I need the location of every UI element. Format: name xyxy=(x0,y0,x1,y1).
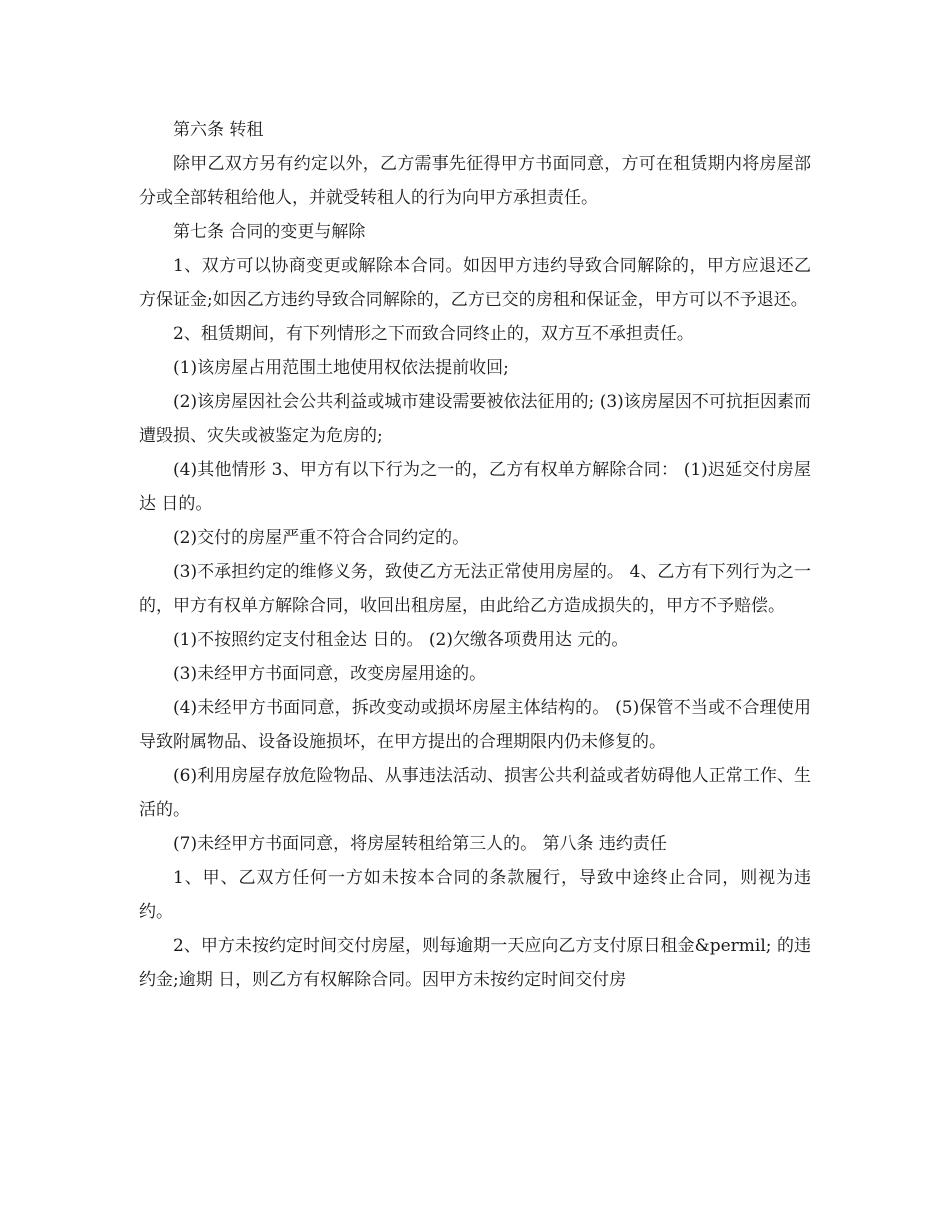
document-body xyxy=(139,113,811,997)
article-6-body: 除甲乙双方另有约定以外，乙方需事先征得甲方书面同意，方可在租赁期内将房屋部分或全部转租给他人，并就受转租人的行为向甲方承担责任。 xyxy=(139,154,811,208)
article-7-clause-2-item-1: (1)该房屋占用范围土地使用权依法提前收回; xyxy=(173,358,509,378)
article-7-clause-4-item-7-article-8-heading: (7)未经甲方书面同意，将房屋转租给第三人的。 第八条 违约责任 xyxy=(173,834,667,854)
article-8-clause-1: 1、甲、乙双方任何一方如未按本合同的条款履行，导致中途终止合同，则视为违约。 xyxy=(139,868,811,922)
article-7-clause-4-items-1-2: (1)不按照约定支付租金达 日的。 (2)欠缴各项费用达 元的。 xyxy=(173,630,629,650)
article-7-clause-3-item-2: (2)交付的房屋严重不符合合同约定的。 xyxy=(173,528,470,548)
article-7-clause-1: 1、双方可以协商变更或解除本合同。如因甲方违约导致合同解除的，甲方应退还乙方保证金;如因乙方违约导致合同解除的，乙方已交的房租和保证金，甲方可以不予退还。 xyxy=(139,256,811,310)
article-7-clause-3: (4)其他情形 3、甲方有以下行为之一的，乙方有权单方解除合同： (1)迟延交付房屋达 日的。 xyxy=(139,460,811,514)
article-7-clause-2-items-2-3: (2)该房屋因社会公共利益或城市建设需要被依法征用的; (3)该房屋因不可抗拒因素而遭毁损、灾失或被鉴定为危房的; xyxy=(139,392,811,446)
article-7-clause-2: 2、租赁期间，有下列情形之下而致合同终止的，双方互不承担责任。 xyxy=(173,324,694,344)
article-8-clause-2: 2、甲方未按约定时间交付房屋，则每逾期一天应向乙方支付原日租金&permil; 的违约金;逾期 日，则乙方有权解除合同。因甲方未按约定时间交付房 xyxy=(139,936,811,990)
article-7-clause-4-items-4-5: (4)未经甲方书面同意，拆改变动或损坏房屋主体结构的。 (5)保管不当或不合理使用导致附属物品、设备设施损坏，在甲方提出的合理期限内仍未修复的。 xyxy=(139,698,811,752)
article-7-clause-4-item-3: (3)未经甲方书面同意，改变房屋用途的。 xyxy=(173,664,487,684)
article-7-clause-4: (3)不承担约定的维修义务，致使乙方无法正常使用房屋的。 4、乙方有下列行为之一的，甲方有权单方解除合同，收回出租房屋，由此给乙方造成损失的，甲方不予赔偿。 xyxy=(139,562,811,616)
article-7-clause-4-item-6: (6)利用房屋存放危险物品、从事违法活动、损害公共利益或者妨碍他人正常工作、生活的。 xyxy=(139,766,811,820)
article-7-heading: 第七条 合同的变更与解除 xyxy=(173,222,366,242)
article-6-heading: 第六条 转租 xyxy=(173,120,264,140)
